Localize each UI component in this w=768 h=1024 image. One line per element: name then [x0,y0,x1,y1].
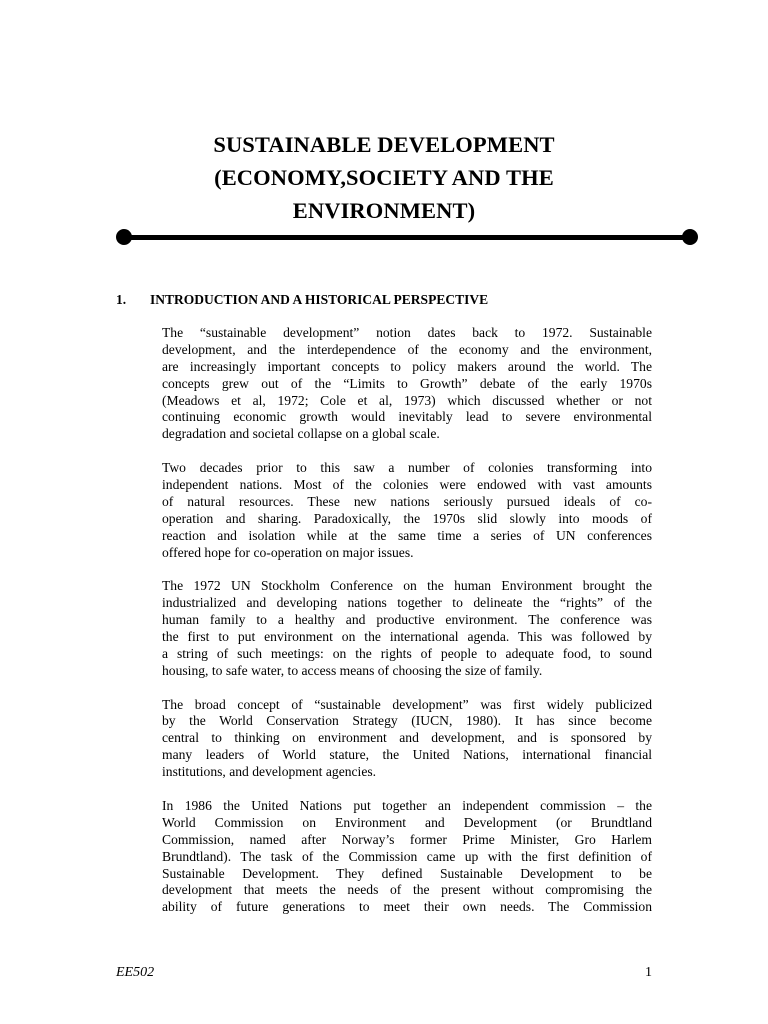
text-line: are increasingly important concepts to policy makers around the world. The [162,358,652,374]
text-line: Sustainable Development. They defined Sustainable Development to be [162,865,652,881]
text-line: offered hope for co-operation on major issues. [162,544,414,560]
text-line: the first to put environment on the international agenda. This was followed by [162,629,652,645]
text-line: human family to a healthy and productive environment. The conference was [162,612,652,628]
paragraph [162,578,652,679]
title-line-1: SUSTAINABLE DEVELOPMENT [213,132,555,157]
text-line: institutions, and development agencies. [162,764,377,780]
text-line: (Meadows et al, 1972; Cole et al, 1973) which discussed whether or not [162,392,652,408]
section-heading-text: INTRODUCTION AND A HISTORICAL PERSPECTIVE [150,292,489,307]
text-line: central to thinking on environment and development, and is sponsored by [162,730,652,746]
text-line: reaction and isolation while at the same time a series of UN conferences [162,527,652,543]
text-line: ability of future generations to meet their own needs. The Commission [162,899,652,915]
text-line: The “sustainable development” notion dates back to 1972. Sustainable [162,325,652,340]
section-heading [116,290,488,310]
text-line: independent nations. Most of the colonies were endowed with vast amounts [162,477,652,493]
text-line: industrialized and developing nations together to delineate the “rights” of the [162,595,652,611]
section-number: 1. [116,292,127,307]
divider-line [122,235,692,240]
text-line: The broad concept of “sustainable development” was first widely publicized [162,696,652,712]
text-line: many leaders of World stature, the United Nations, international financial [162,747,652,763]
paragraph [162,460,652,561]
text-line: by the World Conservation Strategy (IUCN, 1980). It has since become [162,713,652,729]
text-line: concepts grew out of the “Limits to Growth” debate of the early 1970s [162,375,652,391]
title-line-2: (ECONOMY,SOCIETY AND THE [214,165,554,190]
text-line: development, and the interdependence of the economy and the environment, [162,341,652,357]
text-line: In 1986 the United Nations put together an independent commission – the [162,797,652,813]
text-line: degradation and societal collapse on a global scale. [162,426,440,442]
text-line: housing, to safe water, to access means of choosing the size of family. [162,662,543,678]
text-line: a string of such meetings: on the rights of people to adequate food, to sound [162,645,652,661]
course-code: EE502 [116,965,155,980]
paragraph [162,325,652,443]
text-line: Brundtland). The task of the Commission came up with the first definition of [162,848,652,864]
title-divider [116,229,698,245]
page-number: 1 [645,965,652,980]
divider-dot-right [682,229,698,245]
title-line-3: ENVIRONMENT) [292,198,476,223]
body-text [162,325,652,933]
paragraph [162,697,652,781]
text-line: Commission, named after Norway’s former Prime Minister, Gro Harlem [162,831,652,847]
text-line: Two decades prior to this saw a number of colonies transforming into [162,460,652,476]
text-line: development that meets the needs of the present without compromising the [162,882,652,898]
paragraph [162,798,652,916]
divider-dot-left [116,229,132,245]
text-line: operation and sharing. Paradoxically, the 1970s slid slowly into moods of [162,510,652,526]
document-title [0,128,768,227]
text-line: The 1972 UN Stockholm Conference on the human Environment brought the [162,578,652,594]
text-line: of natural resources. These new nations seriously pursued ideals of co- [162,493,652,509]
text-line: World Commission on Environment and Development (or Brundtland [162,814,652,830]
text-line: continuing economic growth would inevitably lead to severe environmental [162,409,652,425]
